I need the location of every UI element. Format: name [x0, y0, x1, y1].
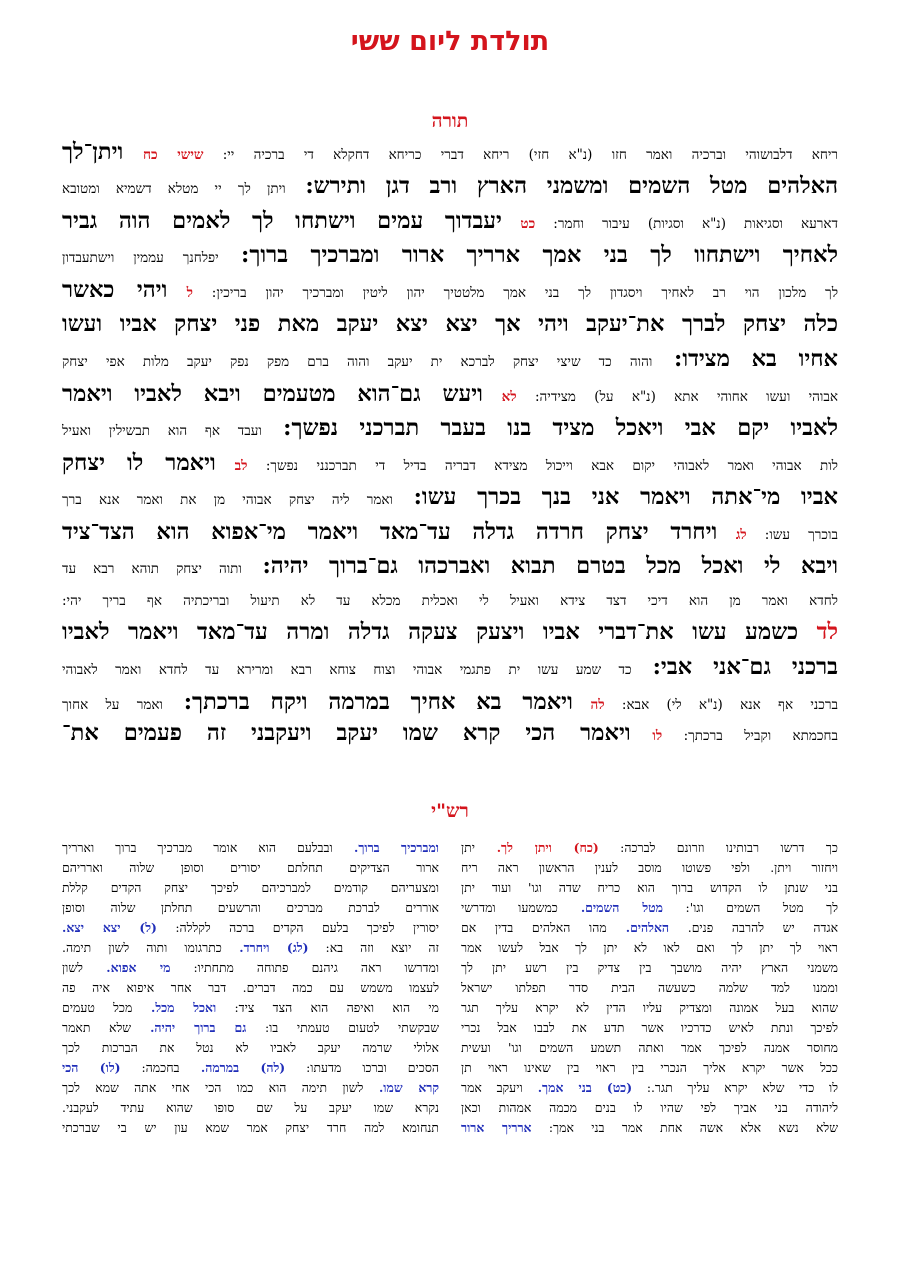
rashi-text-segment: ליהודה בני אביך לפי שהיו לו בנים מכמה אמהות וכאן — [461, 1100, 838, 1115]
rashi-text-segment: כך דרשו רבותינו וזרונם לברכה: — [598, 840, 838, 855]
rashi-dibbur-hamatchil: (לג) ויחרד. — [221, 940, 309, 955]
rashi-text-segment: בני שנתן לו הקדוש ברוך הוא כריח שדה וגו' ועוד יתן — [461, 880, 838, 895]
torah-line — [62, 380, 838, 411]
rashi-line — [461, 1038, 838, 1058]
torah-line — [62, 207, 838, 238]
rashi-text-segment: לשון — [62, 960, 83, 975]
torah-text-segment: בחכמתא וקביל ברכתך: — [662, 728, 838, 744]
torah-line — [62, 480, 838, 518]
rashi-text-segment: לפיכך ונתת לאיש כדרכיו אשר תדע את לבבו אבל נכרי — [461, 1020, 838, 1035]
rashi-text-segment: נקרא שמו יעקב על שם סופו שהוא עתיד לעקבני. — [62, 1100, 439, 1115]
rashi-dibbur-hamatchil: גם ברוך יהיה. — [131, 1020, 247, 1035]
torah-line — [62, 411, 838, 449]
torah-line — [62, 719, 838, 750]
verse-marker: לב — [215, 458, 248, 474]
verse-marker: לו — [630, 728, 663, 744]
torah-text-segment: ואמר על אחוך — [62, 697, 163, 713]
torah-text-segment: ויתן־לך — [62, 139, 124, 165]
rashi-text-segment: זה יוצא וזה בא: — [308, 940, 439, 955]
rashi-line — [62, 978, 439, 998]
rashi-line — [62, 1038, 439, 1058]
page-title: תולדת ליום ששי — [350, 26, 550, 57]
rashi-line — [461, 918, 838, 938]
rashi-text-segment: שבקשתי לטעום טעמתי בו: — [246, 1020, 439, 1035]
rashi-dibbur-hamatchil: ואכל מכל. — [132, 1000, 217, 1015]
torah-text-segment: ויעש גם־הוא מטעמים ויבא לאביו ויאמר — [62, 381, 483, 407]
rashi-line — [461, 978, 838, 998]
torah-text-segment: לאביו יקם אבי ויאכל מציד בנו בעבר תברכני נפשך: — [261, 415, 838, 441]
rashi-dibbur-hamatchil: מטל השמים. — [557, 900, 663, 915]
rashi-text-segment: ככל אשר יקרא אליך הנכרי בין ראוי בין שאינו ראוי תן — [461, 1060, 838, 1075]
torah-text-segment: ותוה יצחק תוהא רבא עד — [62, 561, 242, 577]
rashi-text-segment: מחוסר אמנה לפיכך אמר ואתה תשמע השמים וגו' ועשית — [461, 1040, 838, 1055]
rashi-text-segment: וממנו למד שלמה כשעשה הבית סדר תפלתו ישראל — [461, 980, 838, 995]
torah-text-segment: ואמר ליה יצחק אבוהי מן את ואמר אנא ברך — [62, 492, 393, 508]
rashi-dibbur-hamatchil: (כח) ויתן לך. — [474, 840, 599, 855]
torah-line — [62, 549, 838, 587]
verse-marker: לד — [798, 619, 838, 645]
verse-marker: כט — [501, 216, 536, 232]
verse-marker: לא — [482, 389, 517, 405]
torah-text-segment: לך מלכון הוי רב לאחיך ויסגדון לך בני אמך מלטטיך יהון ליטין ומברכיך יהון בריכין: — [192, 285, 838, 301]
torah-text-segment: ויאמר בא אחיך במרמה ויקח ברכתך: — [162, 689, 573, 715]
rashi-column-right — [461, 838, 838, 1138]
rashi-text-segment: לו כדי שלא יקרא עליך תגר.: — [632, 1080, 838, 1095]
torah-line — [62, 342, 838, 380]
rashi-text-segment: ראוי לך יתן לך ואם לאו לא יתן לך אבל לעשו אמר — [461, 940, 838, 955]
torah-line — [62, 307, 838, 342]
rashi-line — [461, 878, 838, 898]
torah-text-segment: יעבדוך עמים וישתחו לך לאמים הוה גביר — [62, 208, 502, 234]
rashi-line — [461, 1018, 838, 1038]
rashi-dibbur-hamatchil: ומברכיך ברוך. — [332, 840, 439, 855]
rashi-line — [62, 838, 439, 858]
verse-marker: ל — [167, 285, 193, 301]
rashi-text-segment: שלא נשא אלא אשה אחת אמר בני אמך: — [531, 1120, 838, 1135]
rashi-dibbur-hamatchil: (לה) במרמה. — [179, 1060, 286, 1075]
torah-line — [62, 688, 838, 719]
torah-text-segment: לאחיך וישתחוו לך בני אמך ארריך ארור ומברכיך ברוך: — [218, 242, 838, 268]
rashi-line — [62, 998, 439, 1018]
rashi-text-segment: כתרגומו ותוה לשון תימה. — [62, 940, 222, 955]
verse-marker: לג — [717, 527, 747, 543]
torah-text-segment: ברכני אף אנא (נ"א לי) אבא: — [604, 697, 838, 713]
torah-text-segment: ועבד אף הוא תבשילין ואעיל — [62, 423, 262, 439]
rashi-line — [62, 1018, 439, 1038]
torah-line — [62, 169, 838, 207]
rashi-line — [461, 1098, 838, 1118]
rashi-text-segment: כמשמעו ומדרשי — [461, 900, 558, 915]
rashi-text-segment: מכל טעמים — [62, 1000, 133, 1015]
torah-text-segment: לחדא ואמר מן הוא דיכי דצד צידא ואעיל לי ואכלית מכלא עד לא תיעול ובריכתיה אף בריך יהי: — [62, 593, 838, 609]
rashi-text-segment: לך מטל השמים וגו': — [662, 900, 838, 915]
rashi-line — [62, 938, 439, 958]
rashi-line — [62, 878, 439, 898]
torah-text-segment: דארעא וסגיאות (נ"א וסגיות) עיבור וחמר: — [535, 216, 838, 232]
rashi-text-segment: ומצעריהם קודמים למברכיהם לפיכך יצחק הקדים קללת — [62, 880, 439, 895]
rashi-line — [461, 998, 838, 1018]
torah-text-segment: אחיו בא מצידו: — [652, 346, 838, 372]
rashi-text-segment: תנחומא למה חרד יצחק אמר שמא עון יש בי שברכתי — [62, 1120, 439, 1135]
torah-line — [62, 276, 838, 307]
rashi-line — [461, 958, 838, 978]
torah-line — [62, 449, 838, 480]
rashi-text-segment: משמני הארץ יהיה מושבך בין צדיק בין רשע יתן לך — [461, 960, 838, 975]
rashi-line — [62, 1118, 439, 1138]
rashi-line — [62, 898, 439, 918]
rashi-dibbur-hamatchil: האלהים. — [606, 920, 670, 935]
rashi-text-segment: ומדרשו ראה גיהנם פתוחה מתחתיו: — [170, 960, 439, 975]
rashi-text-segment: שהוא בעל אמונה ומצדיק עליו הדין לא יקרא עליך תגר — [461, 1000, 838, 1015]
torah-text-segment: אבוהי ועשו אחוהי אתא (נ"א על) מצידיה: — [516, 389, 838, 405]
verse-marker: שישי כח — [123, 147, 204, 163]
rashi-line — [62, 958, 439, 978]
rashi-dibbur-hamatchil: ארריך ארור — [461, 1120, 532, 1135]
torah-text-segment: בוכרך עשו: — [746, 527, 838, 543]
rashi-dibbur-hamatchil: (ל) יצא יצא. — [62, 920, 157, 935]
torah-text-segment: האלהים מטל השמים ומשמני הארץ ורב דגן ותירש: — [285, 173, 838, 199]
torah-text-segment: יפלחנך עממין וישתעבדון — [62, 250, 219, 266]
torah-text-segment: ריחא דלבושוהי וברכיה ואמר חזו (נ"א חזי) ריחא דברי כריחא דחקלא די ברכיה יי: — [203, 147, 838, 163]
torah-text-segment: ויאמר הכי קרא שמו יעקב ויעקבני זה פעמים את־ — [62, 720, 631, 746]
torah-line — [62, 587, 838, 615]
torah-line — [62, 138, 838, 169]
rashi-text-segment: הסכים וברכו מדעתו: — [285, 1060, 439, 1075]
rashi-line — [62, 1098, 439, 1118]
rashi-line — [62, 858, 439, 878]
rashi-line — [461, 858, 838, 878]
rashi-text-segment: מהו האלהים בדין אם — [461, 920, 607, 935]
torah-text-segment: כד שמע עשו ית פתגמי אבוהי וצוח צוחא רבא ומרירא עד לחדא ואמר לאבוהי — [62, 662, 632, 678]
rashi-heading: רש"י — [431, 800, 469, 822]
rashi-dibbur-hamatchil: מי אפוא. — [82, 960, 171, 975]
torah-text-segment: ויחרד יצחק חרדה גדלה עד־מאד ויאמר מי־אפוא הוא הצד־ציד — [62, 519, 718, 545]
rashi-text-segment: ויעקב אמר — [461, 1080, 523, 1095]
rashi-text-segment: ארור הצדיקים תחלתם יסורים וסופן שלוה וארריהם — [62, 860, 439, 875]
rashi-dibbur-hamatchil: קרא שמו. — [363, 1080, 439, 1095]
rashi-text-segment: ויחזור ויתן. ולפי פשוטו מוסב לענין הראשון ראה ריח — [461, 860, 838, 875]
rashi-text-segment: אלולי שרמה יעקב לאביו לא נטל את הברכות לכך — [62, 1040, 439, 1055]
torah-text-segment: ויבא לי ואכל מכל בטרם תבוא ואברכהו גם־ברוך יהיה: — [241, 553, 838, 579]
rashi-dibbur-hamatchil: (לו) הכי — [62, 1060, 121, 1075]
rashi-line — [461, 1078, 838, 1098]
torah-text-segment: והוה כד שיצי יצחק לברכא ית יעקב והוה ברם מפק נפק יעקב מלות אפי יצחק — [62, 354, 653, 370]
torah-text-segment: כשמע עשו את־דברי אביו ויצעק צעקה גדלה ומרה עד־מאד ויאמר לאביו — [62, 619, 799, 645]
torah-line — [62, 518, 838, 549]
rashi-line — [62, 1058, 439, 1078]
torah-text-segment: ויאמר לו יצחק — [62, 450, 216, 476]
rashi-line — [461, 898, 838, 918]
rashi-line — [62, 918, 439, 938]
rashi-text-segment: יסורין לפיכך בלעם הקדים ברכה לקללה: — [156, 920, 439, 935]
torah-text-segment: ויהי כאשר — [62, 277, 168, 303]
verse-marker: לה — [572, 697, 605, 713]
torah-text-segment: כלה יצחק לברך את־יעקב ויהי אך יצא יצא יעקב מאת פני יצחק אביו ועשו — [62, 311, 838, 337]
rashi-line — [461, 938, 838, 958]
rashi-commentary — [62, 838, 838, 1263]
torah-text-block — [62, 138, 838, 828]
torah-line — [62, 650, 838, 688]
torah-line — [62, 615, 838, 650]
rashi-line — [461, 1118, 838, 1138]
rashi-text-segment: בחכמה: — [120, 1060, 180, 1075]
rashi-line — [461, 1058, 838, 1078]
rashi-text-segment: אגדה יש להרבה פנים. — [669, 920, 838, 935]
rashi-line — [461, 838, 838, 858]
rashi-column-left — [62, 838, 439, 1138]
rashi-text-segment: ובבלעם הוא אומר מברכיך ברוך וארריך — [62, 840, 333, 855]
rashi-text-segment: אוררים לברכת מברכים והרשעים תחלתן שלוה וסופן — [62, 900, 439, 915]
rashi-text-segment: שלא תאמר — [62, 1020, 132, 1035]
rashi-text-segment: מי הוא ואיפה הוא הצד ציד: — [216, 1000, 439, 1015]
rashi-dibbur-hamatchil: (כט) בני אמך. — [522, 1080, 633, 1095]
rashi-text-segment: לשון תימה הוא כמו הכי אחי אתה שמא לכך — [62, 1080, 364, 1095]
torah-text-segment: ויתן לך יי מטלא דשמיא ומטובא — [62, 181, 286, 197]
torah-text-segment: ברכני גם־אני אבי: — [631, 654, 838, 680]
torah-heading: תורה — [431, 110, 469, 132]
torah-line — [62, 238, 838, 276]
rashi-line — [62, 1078, 439, 1098]
torah-text-segment: לות אבוהי ואמר לאבוהי יקום אבא וייכול מצידא דבריה בדיל די תברכנני נפשך: — [247, 458, 838, 474]
rashi-text-segment: לעצמו משמש עם כמה דברים. דבר אחר איפוא איה פה — [62, 980, 439, 995]
rashi-text-segment: יתן — [461, 840, 475, 855]
torah-text-segment: אביו מי־אתה ויאמר אני בנך בכרך עשו: — [392, 484, 838, 510]
